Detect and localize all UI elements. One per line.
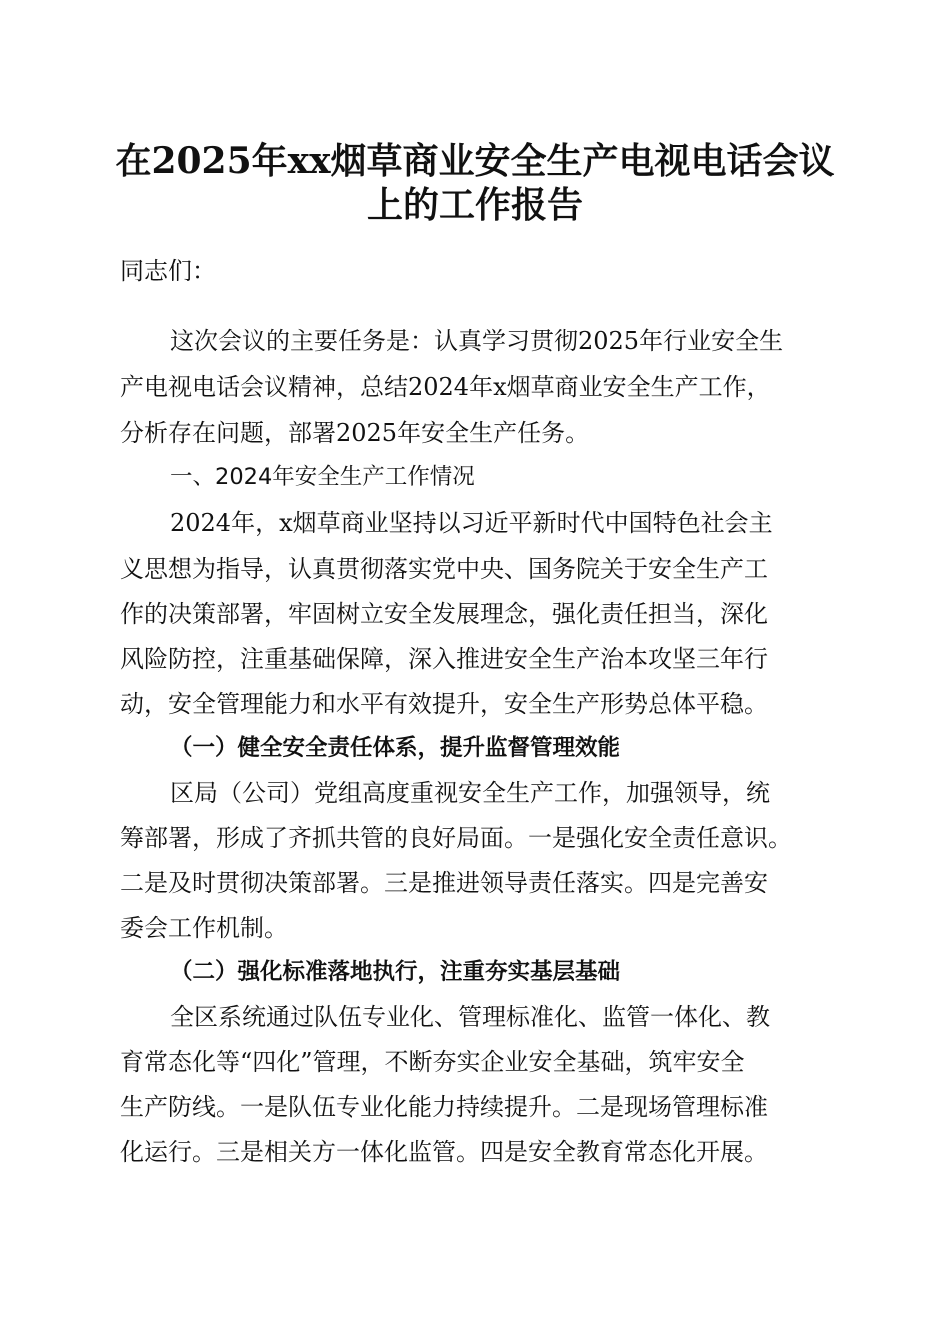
document-title-line-2: 上的工作报告 [366,184,583,226]
salutation: 同志们： [120,257,216,285]
subsection-2-line: 育常态化等“四化”管理，不断夯实企业安全基础，筑牢安全 [120,1048,745,1076]
section-1-line: 作的决策部署，牢固树立安全发展理念，强化责任担当，深化 [120,600,768,628]
intro-line: 分析存在问题，部署2025年安全生产任务。 [120,419,590,447]
subsection-2-line: 全区系统通过队伍专业化、管理标准化、监管一体化、教 [170,1003,770,1031]
subsection-1-heading: （一）健全安全责任体系，提升监督管理效能 [170,735,621,761]
section-1-line: 动，安全管理能力和水平有效提升，安全生产形势总体平稳。 [120,690,768,718]
section-1-line: 2024年，x烟草商业坚持以习近平新时代中国特色社会主 [170,509,773,537]
subsection-2-line: 生产防线。一是队伍专业化能力持续提升。二是现场管理标准 [120,1093,768,1121]
section-1-line: 风险防控，注重基础保障，深入推进安全生产治本攻坚三年行 [120,645,768,673]
intro-line: 这次会议的主要任务是：认真学习贯彻2025年行业安全生 [170,327,784,355]
intro-line: 产电视电话会议精神，总结2024年x烟草商业安全生产工作， [120,373,771,401]
section-1-heading: 一、2024年安全生产工作情况 [170,464,475,490]
subsection-1-line: 区局（公司）党组高度重视安全生产工作，加强领导，统 [170,779,770,807]
subsection-2-line: 化运行。三是相关方一体化监管。四是安全教育常态化开展。 [120,1138,768,1166]
subsection-1-line: 筹部署，形成了齐抓共管的良好局面。一是强化安全责任意识。 [120,824,792,852]
subsection-2-heading: （二）强化标准落地执行，注重夯实基层基础 [170,959,621,985]
subsection-1-line: 委会工作机制。 [120,914,288,942]
document-title-line-1: 在2025年xx烟草商业安全生产电视电话会议 [115,140,835,182]
subsection-1-line: 二是及时贯彻决策部署。三是推进领导责任落实。四是完善安 [120,869,768,897]
section-1-line: 义思想为指导，认真贯彻落实党中央、国务院关于安全生产工 [120,555,768,583]
